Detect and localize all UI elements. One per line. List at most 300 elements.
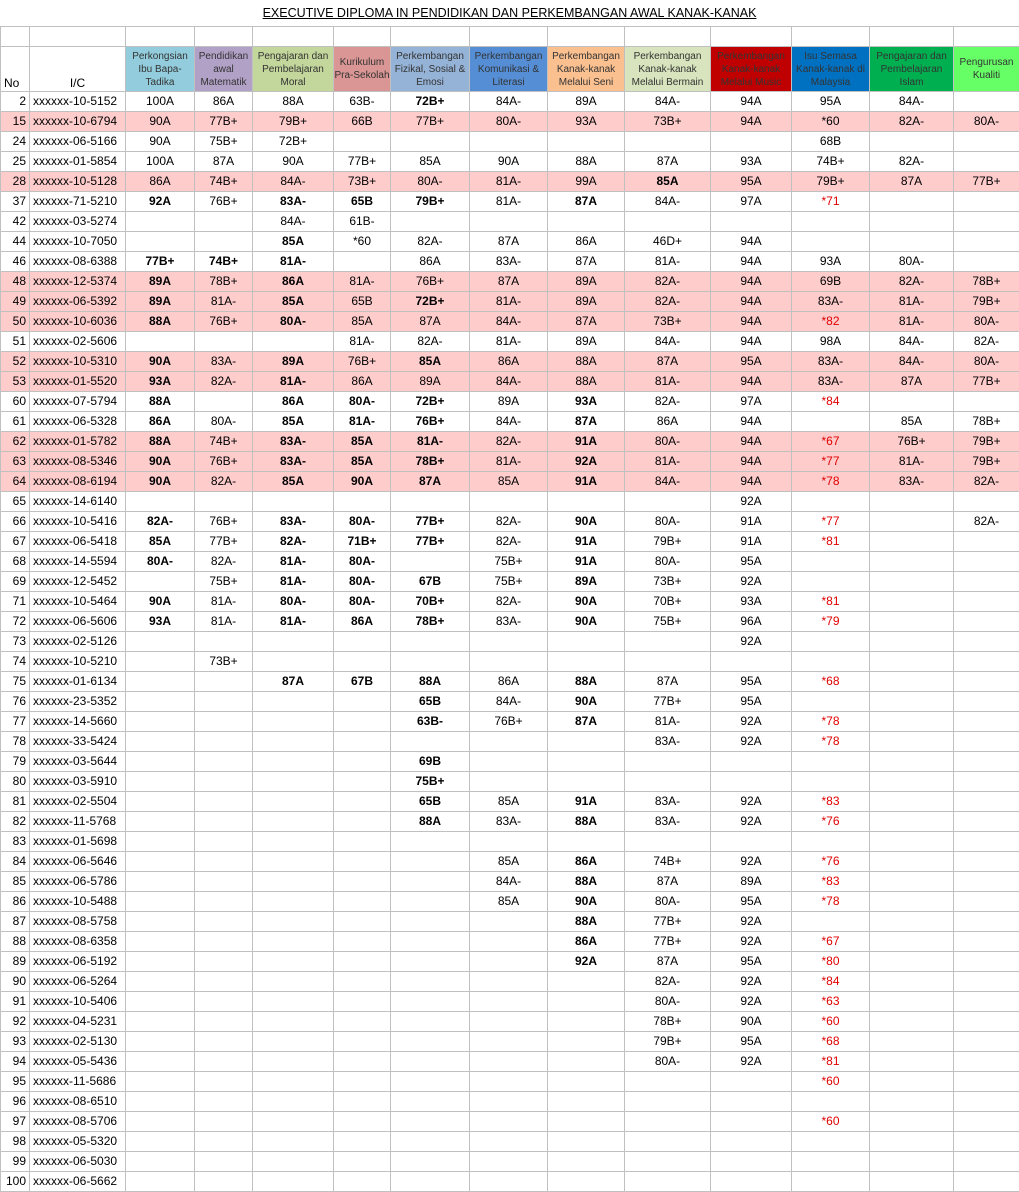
grade-cell[interactable] [954,132,1019,152]
row-number-cell[interactable]: 88 [1,932,30,952]
row-number-cell[interactable]: 86 [1,892,30,912]
grade-cell[interactable] [334,972,391,992]
grade-cell[interactable]: 67B [391,572,470,592]
grade-cell[interactable] [870,992,954,1012]
column-header-subject[interactable]: Perkembangan Kanak-kanak Melalui Bermain [625,47,711,92]
grade-cell[interactable] [625,752,711,772]
grade-cell[interactable] [954,192,1019,212]
grade-cell[interactable] [126,772,195,792]
grade-cell[interactable]: *83 [792,792,870,812]
grade-cell[interactable]: 80A- [954,352,1019,372]
grade-cell[interactable]: 89A [126,292,195,312]
grade-cell[interactable] [711,1092,792,1112]
column-header-subject[interactable]: Pengurusan Kualiti [954,47,1019,92]
grade-cell[interactable]: 95A [711,352,792,372]
grade-cell[interactable]: 83A- [195,352,253,372]
grade-cell[interactable] [870,192,954,212]
grade-cell[interactable]: 63B- [334,92,391,112]
grade-cell[interactable]: 84A- [470,412,548,432]
row-number-cell[interactable]: 28 [1,172,30,192]
ic-cell[interactable]: xxxxxx-71-5210 [30,192,126,212]
grade-cell[interactable] [126,332,195,352]
grade-cell[interactable]: *71 [792,192,870,212]
grade-cell[interactable]: 84A- [253,212,334,232]
grade-cell[interactable]: 80A- [954,112,1019,132]
grade-cell[interactable] [470,652,548,672]
row-number-cell[interactable]: 100 [1,1172,30,1192]
grade-cell[interactable]: 94A [711,432,792,452]
row-number-cell[interactable]: 52 [1,352,30,372]
row-number-cell[interactable]: 42 [1,212,30,232]
grade-cell[interactable] [195,1132,253,1152]
grade-cell[interactable] [870,572,954,592]
grade-cell[interactable]: 95A [711,672,792,692]
grade-cell[interactable] [334,932,391,952]
row-number-cell[interactable]: 92 [1,1012,30,1032]
grade-cell[interactable] [792,552,870,572]
grade-cell[interactable] [391,632,470,652]
grade-cell[interactable]: *60 [792,1012,870,1032]
grade-cell[interactable] [548,212,625,232]
grade-cell[interactable] [391,912,470,932]
grade-cell[interactable]: 87A [253,672,334,692]
grade-cell[interactable]: 91A [548,532,625,552]
grade-cell[interactable]: 89A [548,92,625,112]
ic-cell[interactable]: xxxxxx-12-5374 [30,272,126,292]
grade-cell[interactable] [126,952,195,972]
grade-cell[interactable] [548,132,625,152]
grade-cell[interactable]: 80A- [391,172,470,192]
grade-cell[interactable] [391,1052,470,1072]
grade-cell[interactable]: 83A- [253,452,334,472]
grade-cell[interactable]: *67 [792,932,870,952]
grade-cell[interactable]: 84A- [870,92,954,112]
grade-cell[interactable]: 79B+ [792,172,870,192]
ic-cell[interactable]: xxxxxx-10-6794 [30,112,126,132]
grade-cell[interactable]: 77B+ [391,112,470,132]
grade-cell[interactable]: 84A- [625,332,711,352]
grade-cell[interactable] [126,1132,195,1152]
grade-cell[interactable]: 91A [711,512,792,532]
grade-cell[interactable] [195,872,253,892]
grade-cell[interactable]: 63B- [391,712,470,732]
grade-cell[interactable]: 78B+ [954,412,1019,432]
grade-cell[interactable] [334,792,391,812]
grade-cell[interactable] [870,1112,954,1132]
grade-cell[interactable]: 81A- [195,292,253,312]
grade-cell[interactable] [954,212,1019,232]
grade-cell[interactable] [391,732,470,752]
grade-cell[interactable]: *81 [792,1052,870,1072]
grade-cell[interactable] [470,1172,548,1192]
grade-cell[interactable]: 93A [126,612,195,632]
grade-cell[interactable] [334,252,391,272]
grade-cell[interactable] [792,572,870,592]
grade-cell[interactable]: 81A- [470,292,548,312]
grade-cell[interactable] [391,932,470,952]
grade-cell[interactable] [711,1132,792,1152]
ic-cell[interactable]: xxxxxx-10-7050 [30,232,126,252]
grade-cell[interactable]: 86A [126,172,195,192]
grade-cell[interactable] [391,132,470,152]
ic-cell[interactable]: xxxxxx-02-5130 [30,1032,126,1052]
grade-cell[interactable] [195,1092,253,1112]
row-number-cell[interactable]: 51 [1,332,30,352]
grade-cell[interactable]: 85A [391,352,470,372]
grade-cell[interactable]: 84A- [870,352,954,372]
grade-cell[interactable] [391,652,470,672]
grade-cell[interactable] [548,732,625,752]
grade-cell[interactable] [253,752,334,772]
row-number-cell[interactable]: 79 [1,752,30,772]
grade-cell[interactable] [126,1072,195,1092]
grade-cell[interactable] [195,672,253,692]
grade-cell[interactable] [195,692,253,712]
row-number-cell[interactable]: 91 [1,992,30,1012]
grade-cell[interactable]: 84A- [625,472,711,492]
ic-cell[interactable]: xxxxxx-10-6036 [30,312,126,332]
grade-cell[interactable]: *78 [792,732,870,752]
grade-cell[interactable] [253,772,334,792]
grade-cell[interactable] [126,892,195,912]
ic-cell[interactable]: xxxxxx-06-5166 [30,132,126,152]
grade-cell[interactable] [548,1092,625,1112]
grade-cell[interactable] [954,1132,1019,1152]
row-number-cell[interactable]: 44 [1,232,30,252]
grade-cell[interactable] [548,832,625,852]
grade-cell[interactable]: 94A [711,412,792,432]
grade-cell[interactable]: 81A- [195,592,253,612]
grade-cell[interactable]: 83A- [470,612,548,632]
grade-cell[interactable] [470,1012,548,1032]
grade-cell[interactable]: 61B- [334,212,391,232]
grade-cell[interactable]: *68 [792,672,870,692]
grade-cell[interactable] [711,832,792,852]
grade-cell[interactable]: 90A [126,452,195,472]
grade-cell[interactable]: 79B+ [954,292,1019,312]
grade-cell[interactable]: 82A- [870,272,954,292]
ic-cell[interactable]: xxxxxx-06-5192 [30,952,126,972]
grade-cell[interactable] [470,632,548,652]
grade-cell[interactable] [334,872,391,892]
ic-cell[interactable]: xxxxxx-06-5264 [30,972,126,992]
grade-cell[interactable]: 89A [126,272,195,292]
grade-cell[interactable]: 69B [391,752,470,772]
grade-cell[interactable]: 82A- [470,592,548,612]
ic-cell[interactable]: xxxxxx-14-5660 [30,712,126,732]
grade-cell[interactable]: 77B+ [625,912,711,932]
grade-cell[interactable] [391,212,470,232]
row-number-cell[interactable]: 85 [1,872,30,892]
grade-cell[interactable]: 82A- [954,332,1019,352]
grade-cell[interactable]: 82A- [470,432,548,452]
grade-cell[interactable]: 92A [711,712,792,732]
grade-cell[interactable]: 83A- [625,732,711,752]
grade-cell[interactable] [195,1152,253,1172]
row-number-cell[interactable]: 93 [1,1032,30,1052]
grade-cell[interactable]: 87A [391,472,470,492]
grade-cell[interactable] [870,772,954,792]
grade-cell[interactable]: 81A- [625,712,711,732]
ic-cell[interactable]: xxxxxx-05-5436 [30,1052,126,1072]
ic-cell[interactable]: xxxxxx-03-5644 [30,752,126,772]
ic-cell[interactable]: xxxxxx-08-6194 [30,472,126,492]
grade-cell[interactable] [470,1092,548,1112]
grade-cell[interactable] [470,1132,548,1152]
grade-cell[interactable] [334,752,391,772]
grade-cell[interactable]: 88A [548,872,625,892]
row-number-cell[interactable]: 61 [1,412,30,432]
grade-cell[interactable]: 88A [548,912,625,932]
row-number-cell[interactable]: 87 [1,912,30,932]
grade-cell[interactable] [792,212,870,232]
grade-cell[interactable] [253,992,334,1012]
grade-cell[interactable]: *76 [792,852,870,872]
grade-cell[interactable]: 87A [195,152,253,172]
grade-cell[interactable] [870,912,954,932]
grade-cell[interactable] [195,1072,253,1092]
grade-cell[interactable] [391,872,470,892]
grade-cell[interactable]: 77B+ [391,512,470,532]
grade-cell[interactable] [470,992,548,1012]
grade-cell[interactable]: 79B+ [253,112,334,132]
grade-cell[interactable] [126,232,195,252]
grade-cell[interactable]: 94A [711,112,792,132]
grade-cell[interactable]: 89A [711,872,792,892]
grade-cell[interactable] [126,1012,195,1032]
ic-cell[interactable]: xxxxxx-04-5231 [30,1012,126,1032]
ic-cell[interactable]: xxxxxx-06-5392 [30,292,126,312]
row-number-cell[interactable]: 48 [1,272,30,292]
row-number-cell[interactable]: 65 [1,492,30,512]
grade-cell[interactable]: 83A- [470,252,548,272]
grade-cell[interactable]: 88A [548,672,625,692]
grade-cell[interactable]: 80A- [334,592,391,612]
grade-cell[interactable]: 82A- [870,112,954,132]
grade-cell[interactable]: 74B+ [195,172,253,192]
grade-cell[interactable] [391,1172,470,1192]
grade-cell[interactable]: *84 [792,392,870,412]
grade-cell[interactable]: 73B+ [625,112,711,132]
grade-cell[interactable] [470,952,548,972]
grade-cell[interactable]: 86A [253,392,334,412]
ic-cell[interactable]: xxxxxx-03-5910 [30,772,126,792]
grade-cell[interactable] [253,1032,334,1052]
grade-cell[interactable] [711,772,792,792]
grade-cell[interactable]: 79B+ [625,1032,711,1052]
grade-cell[interactable]: 87A [391,312,470,332]
grade-cell[interactable]: 87A [625,672,711,692]
grade-cell[interactable]: 90A [548,612,625,632]
ic-cell[interactable]: xxxxxx-10-5416 [30,512,126,532]
grade-cell[interactable] [253,1052,334,1072]
grade-cell[interactable] [195,912,253,932]
grade-cell[interactable]: 65B [334,192,391,212]
grade-cell[interactable]: 73B+ [625,312,711,332]
ic-cell[interactable]: xxxxxx-06-5328 [30,412,126,432]
grade-cell[interactable]: 90A [548,692,625,712]
grade-cell[interactable]: 76B+ [195,452,253,472]
grade-cell[interactable]: 76B+ [391,272,470,292]
grade-cell[interactable]: 76B+ [391,412,470,432]
grade-cell[interactable]: 83A- [792,292,870,312]
grade-cell[interactable] [195,992,253,1012]
grade-cell[interactable] [253,1012,334,1032]
row-number-cell[interactable]: 67 [1,532,30,552]
grade-cell[interactable]: 86A [334,612,391,632]
grade-cell[interactable]: 83A- [625,812,711,832]
grade-cell[interactable] [870,1172,954,1192]
grade-cell[interactable]: *83 [792,872,870,892]
grade-cell[interactable]: *78 [792,892,870,912]
ic-cell[interactable]: xxxxxx-10-5310 [30,352,126,372]
grade-cell[interactable]: 77B+ [954,372,1019,392]
grade-cell[interactable]: 72B+ [253,132,334,152]
column-header-subject[interactable]: Kurikulum Pra-Sekolah [334,47,391,92]
grade-cell[interactable]: 80A- [334,512,391,532]
grade-cell[interactable]: *63 [792,992,870,1012]
grade-cell[interactable] [195,932,253,952]
row-number-cell[interactable]: 66 [1,512,30,532]
grade-cell[interactable]: 99A [548,172,625,192]
grade-cell[interactable] [792,752,870,772]
grade-cell[interactable] [126,792,195,812]
grade-cell[interactable] [870,692,954,712]
grade-cell[interactable] [625,652,711,672]
grade-cell[interactable] [954,732,1019,752]
grade-cell[interactable]: 85A [625,172,711,192]
grade-cell[interactable] [870,232,954,252]
grade-cell[interactable] [870,852,954,872]
row-number-cell[interactable]: 73 [1,632,30,652]
grade-cell[interactable]: 85A [870,412,954,432]
grade-cell[interactable]: 94A [711,272,792,292]
grade-cell[interactable]: 89A [253,352,334,372]
grade-cell[interactable] [253,712,334,732]
grade-cell[interactable]: 80A- [625,892,711,912]
grade-cell[interactable] [954,792,1019,812]
grade-cell[interactable] [126,812,195,832]
grade-cell[interactable] [625,632,711,652]
grade-cell[interactable]: 95A [711,892,792,912]
grade-cell[interactable]: 66B [334,112,391,132]
row-number-cell[interactable]: 69 [1,572,30,592]
grade-cell[interactable] [870,1032,954,1052]
grade-cell[interactable] [253,912,334,932]
grade-cell[interactable]: 89A [391,372,470,392]
row-number-cell[interactable]: 80 [1,772,30,792]
grade-cell[interactable]: 81A- [625,452,711,472]
grade-cell[interactable]: 75B+ [391,772,470,792]
grade-cell[interactable] [126,1032,195,1052]
grade-cell[interactable]: 90A [126,112,195,132]
grade-cell[interactable]: 77B+ [391,532,470,552]
grade-cell[interactable] [954,592,1019,612]
grade-cell[interactable]: 74B+ [195,432,253,452]
grade-cell[interactable]: 46D+ [625,232,711,252]
grade-cell[interactable]: 82A- [391,332,470,352]
grade-cell[interactable]: 80A- [253,312,334,332]
grade-cell[interactable] [548,1112,625,1132]
ic-cell[interactable]: xxxxxx-01-5520 [30,372,126,392]
grade-cell[interactable]: 82A- [954,512,1019,532]
ic-cell[interactable]: xxxxxx-01-5698 [30,832,126,852]
grade-cell[interactable]: 95A [711,692,792,712]
grade-cell[interactable] [711,212,792,232]
ic-cell[interactable]: xxxxxx-10-5128 [30,172,126,192]
grade-cell[interactable] [470,1072,548,1092]
grade-cell[interactable] [470,1032,548,1052]
grade-cell[interactable]: 82A- [625,972,711,992]
grade-cell[interactable]: 94A [711,332,792,352]
grade-cell[interactable] [334,1152,391,1172]
grade-cell[interactable] [126,912,195,932]
row-number-cell[interactable]: 49 [1,292,30,312]
grade-cell[interactable]: 92A [711,812,792,832]
grade-cell[interactable]: 92A [711,912,792,932]
grade-cell[interactable] [334,812,391,832]
grade-cell[interactable]: 86A [195,92,253,112]
grade-cell[interactable] [870,712,954,732]
ic-cell[interactable]: xxxxxx-12-5452 [30,572,126,592]
grade-cell[interactable]: 86A [253,272,334,292]
grade-cell[interactable]: 87A [625,152,711,172]
grade-cell[interactable] [195,1172,253,1192]
grade-cell[interactable]: 89A [548,572,625,592]
grade-cell[interactable]: 85A [334,452,391,472]
grade-cell[interactable] [253,852,334,872]
grade-cell[interactable]: 80A- [470,112,548,132]
grade-cell[interactable]: 80A- [870,252,954,272]
grade-cell[interactable]: 81A- [334,272,391,292]
grade-cell[interactable]: 76B+ [195,312,253,332]
grade-cell[interactable]: 73B+ [625,572,711,592]
row-number-cell[interactable]: 98 [1,1132,30,1152]
grade-cell[interactable]: 87A [548,192,625,212]
grade-cell[interactable] [548,1172,625,1192]
grade-cell[interactable]: 82A- [470,512,548,532]
grade-cell[interactable]: 82A- [470,532,548,552]
grade-cell[interactable] [470,492,548,512]
grade-cell[interactable] [954,692,1019,712]
grade-cell[interactable] [870,652,954,672]
grade-cell[interactable]: 93A [792,252,870,272]
grade-cell[interactable] [391,832,470,852]
column-header-ic[interactable]: I/C [30,47,126,92]
ic-cell[interactable]: xxxxxx-02-5126 [30,632,126,652]
grade-cell[interactable] [334,952,391,972]
grade-cell[interactable]: 75B+ [625,612,711,632]
grade-cell[interactable]: 92A [548,452,625,472]
grade-cell[interactable]: 78B+ [391,612,470,632]
row-number-cell[interactable]: 82 [1,812,30,832]
grade-cell[interactable]: 100A [126,92,195,112]
grade-cell[interactable] [954,652,1019,672]
grade-cell[interactable]: 88A [548,152,625,172]
grade-cell[interactable]: 82A- [391,232,470,252]
grade-cell[interactable]: *77 [792,452,870,472]
grade-cell[interactable] [126,752,195,772]
grade-cell[interactable] [548,752,625,772]
grade-cell[interactable]: 88A [253,92,334,112]
grade-cell[interactable] [195,832,253,852]
grade-cell[interactable]: 81A- [334,412,391,432]
ic-cell[interactable]: xxxxxx-05-5320 [30,1132,126,1152]
grade-cell[interactable]: 75B+ [470,572,548,592]
grade-cell[interactable] [334,852,391,872]
ic-cell[interactable]: xxxxxx-02-5504 [30,792,126,812]
grade-cell[interactable]: 80A- [195,412,253,432]
